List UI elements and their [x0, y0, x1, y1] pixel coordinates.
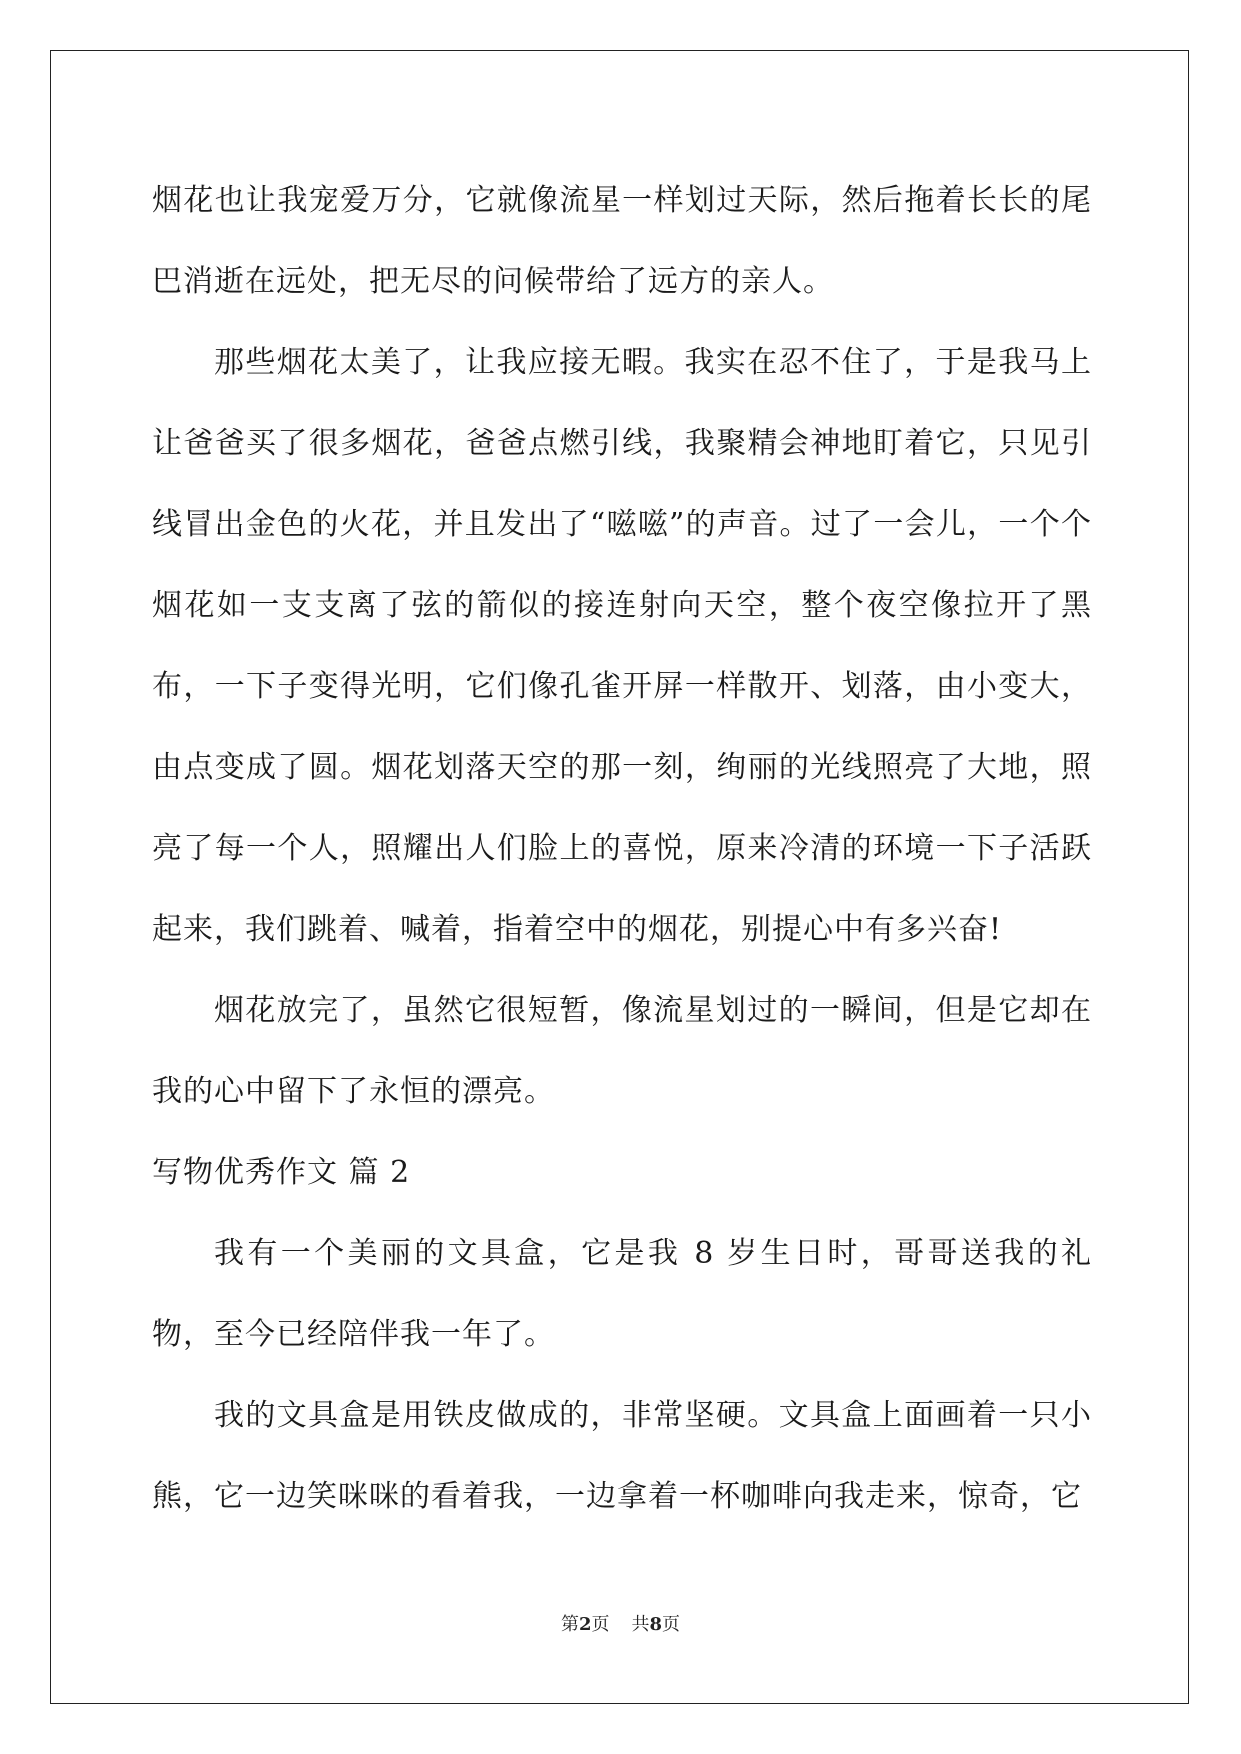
page-current-number: 2 [578, 1614, 592, 1635]
page-prefix: 第 [560, 1614, 579, 1635]
paragraph-5: 我的文具盒是用铁皮做成的，非常坚硬。文具盒上面画着一只小熊，它一边笑咪咪的看着我，一边拿着一杯咖啡向我走来，惊奇，它 [152, 1398, 1092, 1514]
total-suffix: 页 [662, 1614, 681, 1635]
paragraph-3: 烟花放完了，虽然它很短暂，像流星划过的一瞬间，但是它却在我的心中留下了永恒的漂亮。 [152, 993, 1092, 1109]
document-body [152, 160, 1092, 1537]
page-footer [0, 1610, 1241, 1636]
paragraph-2: 那些烟花太美了，让我应接无暇。我实在忍不住了，于是我马上让爸爸买了很多烟花，爸爸点燃引线，我聚精会神地盯着它，只见引线冒出金色的火花，并且发出了“嗞嗞”的声音。过了一会儿，一个个烟花如一支支离了弦的箭似的接连射向天空，整个夜空像拉开了黑布，一下子变得光明，它们像孔雀开屏一样散开、划落，由小变大，由点变成了圆。烟花划落天空的那一刻，绚丽的光线照亮了大地，照亮了每一个人，照耀出人们脸上的喜悦，原来冷清的环境一下子活跃起来，我们跳着、喊着，指着空中的烟花，别提心中有多兴奋! [152, 345, 1092, 947]
section-heading: 写物优秀作文 篇 2 [152, 1155, 411, 1190]
page-total-number: 8 [649, 1614, 663, 1635]
paragraph-4: 我有一个美丽的文具盒，它是我 8 岁生日时，哥哥送我的礼物，至今已经陪伴我一年了。 [152, 1236, 1092, 1352]
total-prefix: 共 [631, 1614, 650, 1635]
paragraph-1: 烟花也让我宠爱万分，它就像流星一样划过天际，然后拖着长长的尾巴消逝在远处，把无尽的问候带给了远方的亲人。 [152, 183, 1092, 299]
page-suffix: 页 [591, 1614, 610, 1635]
